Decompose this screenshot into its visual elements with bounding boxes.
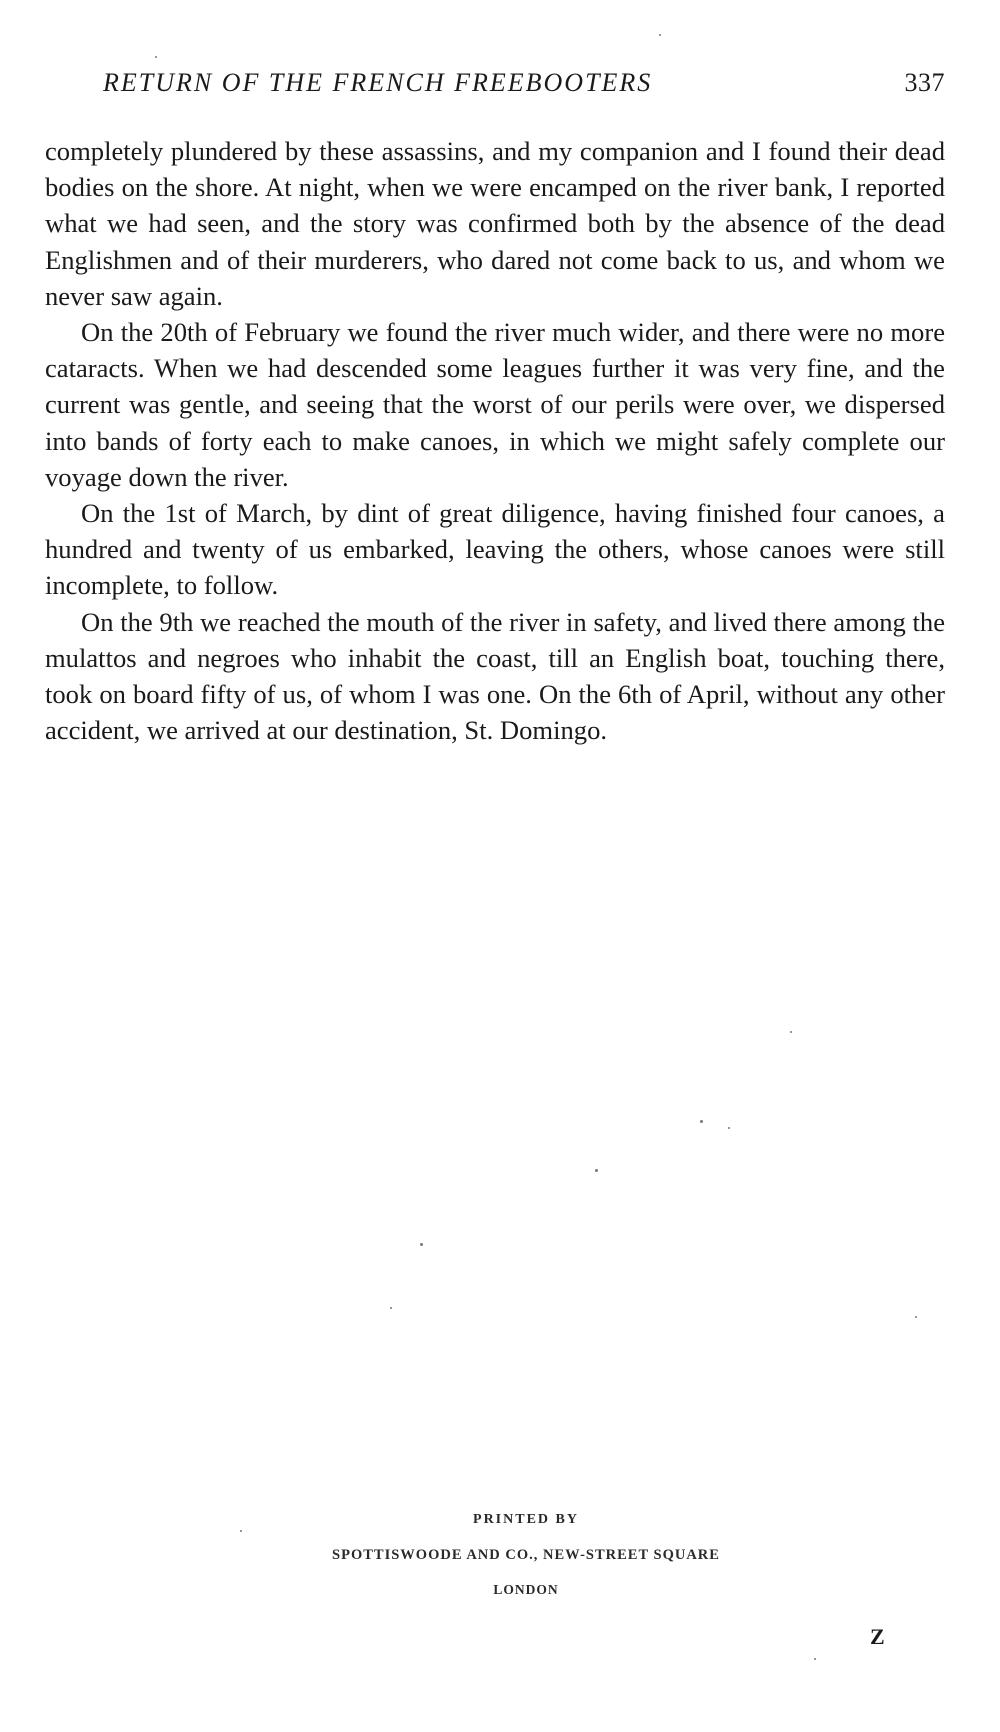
- scan-speck: [728, 1127, 730, 1129]
- running-title: RETURN OF THE FRENCH FREEBOOTERS: [103, 68, 653, 97]
- paragraph: On the 1st of March, by dint of great diligence, having finished four canoes, a hundred and twenty of us embarked, leaving the others, whose canoes were still incomplete, to follow.: [45, 498, 945, 601]
- signature-mark: Z: [870, 1624, 885, 1649]
- body-text: [45, 133, 945, 748]
- scan-speck: [915, 1316, 917, 1318]
- scan-speck: [240, 1530, 242, 1532]
- scan-speck: [659, 34, 661, 36]
- running-head: [103, 68, 945, 102]
- paragraph: On the 20th of February we found the river much wider, and there were no more cataracts. When we had descended some leagues further it was very fine, and the current was gentle, and seeing that the worst of our perils were over, we dispersed into bands of forty each to make canoes, in which we might safely complete our voyage down the river.: [45, 317, 945, 492]
- paragraph: On the 9th we reached the mouth of the river in safety, and lived there among the mulattos and negroes who inhabit the coast, till an English boat, touching there, took on board fifty of us, of whom I was one. On the 6th of April, without any other accident, we arrived at our destination, St. Domingo.: [45, 606, 945, 746]
- scan-speck: [790, 1031, 792, 1033]
- printer-city: LONDON: [493, 1582, 559, 1597]
- scan-speck: [595, 1169, 598, 1172]
- scan-speck: [420, 1243, 423, 1246]
- printer-imprint-line: PRINTED BY: [473, 1512, 579, 1527]
- scan-speck: [700, 1120, 703, 1123]
- scan-speck: [155, 56, 157, 58]
- scan-speck: [814, 1658, 816, 1660]
- page-number: 337: [904, 68, 945, 97]
- printer-name: SPOTTISWOODE AND CO., NEW-STREET SQUARE: [332, 1547, 720, 1563]
- scan-speck: [390, 1307, 392, 1309]
- paragraph: completely plundered by these assassins, and my companion and I found their dead bodies on the shore. At night, when we were encamped on the river bank, I reported what we had seen, and the story was confirmed both by the absence of the dead Englishmen and of their murderers, who dared not come back to us, and whom we never saw again.: [45, 136, 945, 311]
